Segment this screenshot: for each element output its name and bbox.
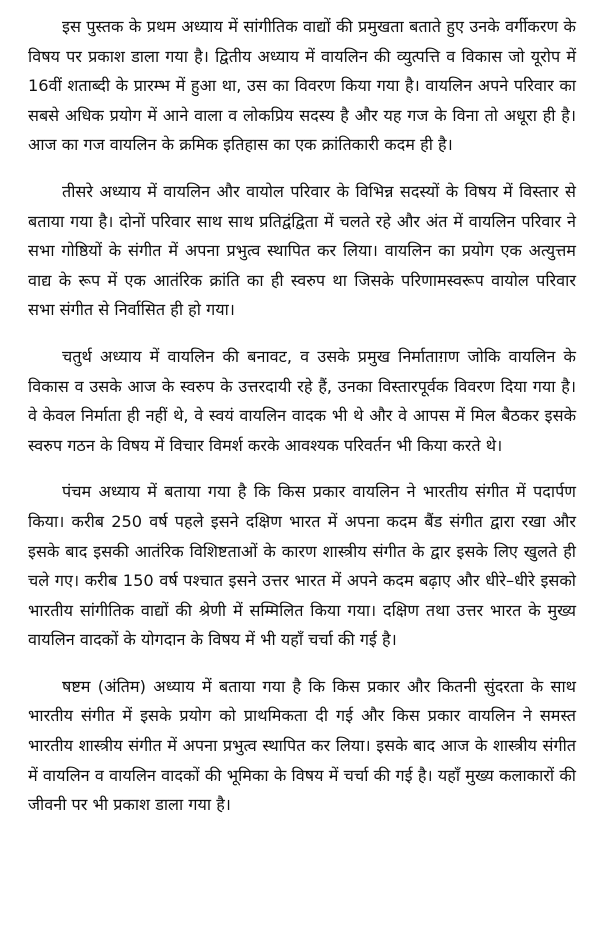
paragraph-chapter-5: पंचम अध्याय में बताया गया है कि किस प्रकार वायलिन ने भारतीय संगीत में पदार्पण किया। करीब 250 वर्ष पहले इसने दक्षिण भारत में अपना कदम बैंड संगीत द्वारा रखा और इसके बाद इसकी आतंरिक विशिष्टताओं के कारण शास्त्रीय संगीत के द्वार इसके लिए खुलते ही चले गए। करीब 150 वर्ष पश्चात इसने उत्तर भारत में अपने कदम बढ़ाए और धीरे–धीरे इसको भारतीय सांगीतिक वाद्यों की श्रेणी में सम्मिलित किया गया। दक्षिण तथा उत्तर भारत के मुख्य वायलिन वादकों के योगदान के विषय में भी यहाँ चर्चा की गई है। bbox=[28, 482, 576, 650]
paragraph-chapter-4: चतुर्थ अध्याय में वायलिन की बनावट, व उसके प्रमुख निर्माताग़ण जोकि वायलिन के विकास व उसके आज के स्वरुप के उत्तरदायी रहे हैं, उनका विस्तारपूर्वक विवरण दिया गया है। वे केवल निर्माता ही नहीं थे, वे स्वयं वायलिन वादक भी थे और वे आपस में मिल बैठकर इसके स्वरुप गठन के विषय में विचार विमर्श करके आवश्यक परिवर्तन भी किया करते थे। bbox=[28, 346, 576, 455]
paragraph-chapter-1-2: इस पुस्तक के प्रथम अध्याय में सांगीतिक वाद्यों की प्रमुखता बताते हुए उनके वर्गीकरण के विषय पर प्रकाश डाला गया है। द्वितीय अध्याय में वायलिन की व्युत्पत्ति व विकास जो यूरोप में 16वीं शताब्दी के प्रारम्भ में हुआ था, उस का विवरण किया गया है। वायलिन अपने परिवार का सबसे अधिक प्रयोग में आने वाला व लोकप्रिय सदस्य है और यह गज के विना तो अधूरा ही है। आज का गज वायलिन के क्रमिक इतिहास का एक क्रांतिकारी कदम ही है। bbox=[28, 17, 576, 155]
paragraph-chapter-3: तीसरे अध्याय में वायलिन और वायोल परिवार के विभिन्न सदस्यों के विषय में विस्तार से बताया गया है। दोनों परिवार साथ साथ प्रतिद्वंद्विता में चलते रहे और अंत में वायलिन परिवार ने सभा गोष्ठियों के संगीत में अपना प्रभुत्व स्थापित कर लिया। वायलिन का प्रयोग एक अत्युत्तम वाद्य के रूप में एक आतंरिक क्रांति का ही स्वरुप था जिसके परिणामस्वरूप वायोल परिवार सभा संगीत से निर्वासित ही हो गया। bbox=[28, 181, 576, 320]
paragraph-chapter-6: षष्टम (अंतिम) अध्याय में बताया गया है कि किस प्रकार और कितनी सुंदरता के साथ भारतीय संगीत में इसके प्रयोग को प्राथमिकता दी गई और किस प्रकार वायलिन ने समस्त भारतीय शास्त्रीय संगीत में अपना प्रभुत्व स्थापित कर लिया। इसके बाद आज के शास्त्रीय संगीत में वायलिन व वायलिन वादकों की भूमिका के विषय में चर्चा की गई है। यहाँ मुख्य कलाकारों की जीवनी पर भी प्रकाश डाला गया है। bbox=[28, 676, 576, 815]
document-page bbox=[28, 12, 576, 837]
